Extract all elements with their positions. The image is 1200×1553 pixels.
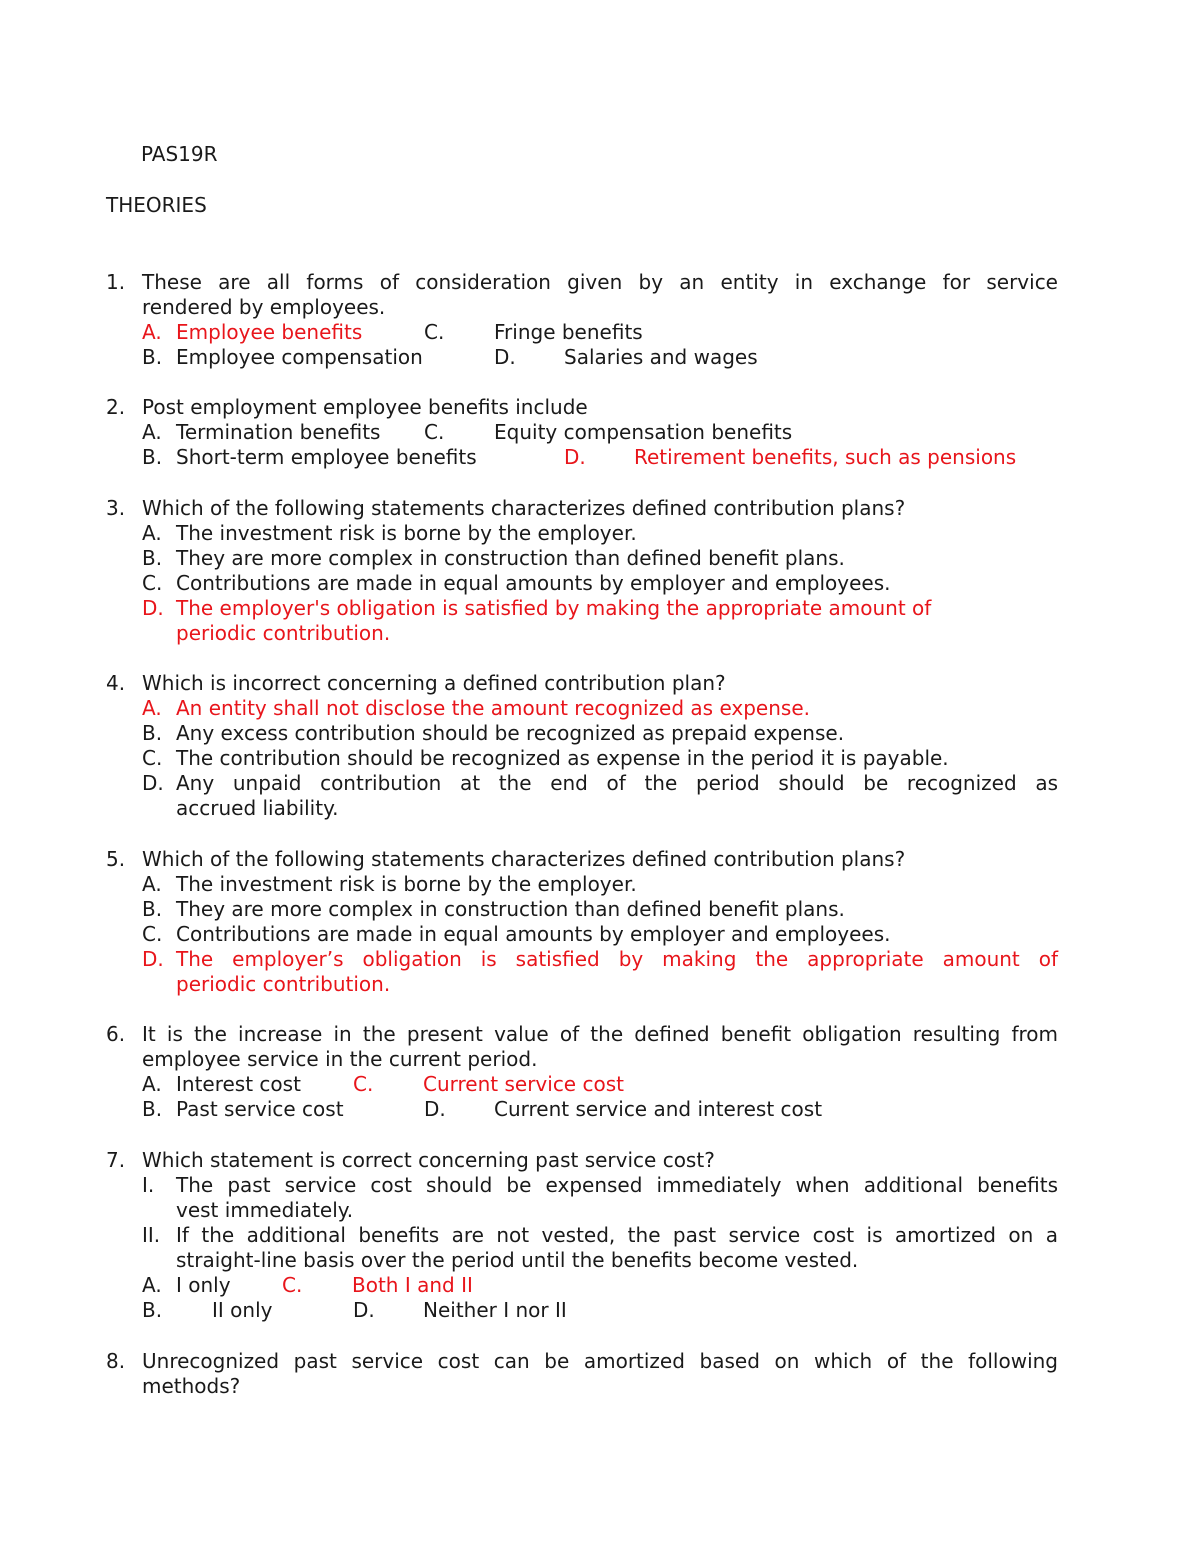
option-label: D.: [353, 1298, 375, 1322]
option-label: A.: [142, 1072, 162, 1096]
question-number: 2.: [106, 395, 126, 419]
option-text: Salaries and wages: [564, 345, 758, 369]
question-stem-line: methods?: [142, 1374, 241, 1398]
option-label-correct: D.: [564, 445, 586, 469]
question-2: [106, 395, 1058, 470]
question-stem-line: Unrecognized past service cost can be amortized based on which of the following: [142, 1349, 1058, 1373]
option-label-correct: C.: [353, 1072, 374, 1096]
option-label-correct: A.: [142, 696, 162, 720]
question-stem-line: Which of the following statements characterizes defined contribution plans?: [142, 847, 906, 871]
option-text-correct: Retirement benefits, such as pensions: [634, 445, 1017, 469]
question-stem-line: Which is incorrect concerning a defined contribution plan?: [142, 671, 726, 695]
question-number: 4.: [106, 671, 126, 695]
option-text: II only: [212, 1298, 273, 1322]
option-label: B.: [142, 345, 163, 369]
option-label: B.: [142, 546, 163, 570]
option-label-correct: C.: [282, 1273, 303, 1297]
question-number: 1.: [106, 270, 126, 294]
question-1: [106, 270, 1058, 370]
question-stem-line: Which statement is correct concerning past service cost?: [142, 1148, 715, 1172]
question-8: [106, 1349, 1058, 1399]
option-label: B.: [142, 897, 163, 921]
option-text-correct: periodic contribution.: [176, 972, 391, 996]
option-text-correct: periodic contribution.: [176, 621, 391, 645]
option-text: Any unpaid contribution at the end of the period should be recognized as: [176, 771, 1058, 795]
question-3: [106, 496, 1058, 646]
option-text: Neither I nor II: [423, 1298, 567, 1322]
question-5: [106, 847, 1058, 997]
statement-text: straight-line basis over the period until the benefits become vested.: [176, 1248, 859, 1272]
question-stem-line: These are all forms of consideration given by an entity in exchange for service: [142, 270, 1058, 294]
option-text-correct: Both I and II: [352, 1273, 473, 1297]
option-label: B.: [142, 1097, 163, 1121]
option-label: D.: [142, 771, 164, 795]
question-number: 5.: [106, 847, 126, 871]
question-number: 6.: [106, 1022, 126, 1046]
option-label: A.: [142, 872, 162, 896]
option-text: Contributions are made in equal amounts by employer and employees.: [176, 922, 891, 946]
option-text: They are more complex in construction than defined benefit plans.: [176, 897, 845, 921]
option-text: Past service cost: [176, 1097, 344, 1121]
option-text: The investment risk is borne by the employer.: [176, 521, 637, 545]
option-text-correct: An entity shall not disclose the amount recognized as expense.: [176, 696, 810, 720]
question-4: [106, 671, 1058, 821]
option-text: Interest cost: [176, 1072, 301, 1096]
option-label: C.: [142, 571, 163, 595]
option-label-correct: D.: [142, 947, 164, 971]
option-text: Termination benefits: [176, 420, 381, 444]
option-label: D.: [494, 345, 516, 369]
option-text: Contributions are made in equal amounts by employer and employees.: [176, 571, 891, 595]
option-text-correct: The employer's obligation is satisfied by making the appropriate amount of: [176, 596, 932, 620]
option-text-correct: The employer’s obligation is satisfied by making the appropriate amount of: [176, 947, 1058, 971]
option-text-correct: Current service cost: [423, 1072, 624, 1096]
option-label: C.: [142, 922, 163, 946]
option-label: A.: [142, 521, 162, 545]
statement-text: vest immediately.: [176, 1198, 354, 1222]
option-label-correct: A.: [142, 320, 162, 344]
section-heading: THEORIES: [106, 193, 207, 217]
question-stem-line: employee service in the current period.: [142, 1047, 538, 1071]
question-stem-line: Post employment employee benefits include: [142, 395, 588, 419]
statement-text: If the additional benefits are not vested, the past service cost is amortized on a: [176, 1223, 1058, 1247]
question-stem-line: Which of the following statements characterizes defined contribution plans?: [142, 496, 906, 520]
statement-text: The past service cost should be expensed immediately when additional benefits: [176, 1173, 1058, 1197]
option-text: Current service and interest cost: [494, 1097, 823, 1121]
option-text: Employee compensation: [176, 345, 423, 369]
document-title: PAS19R: [141, 142, 218, 166]
option-label-correct: D.: [142, 596, 164, 620]
statement-label: I.: [142, 1173, 155, 1197]
option-label: B.: [142, 1298, 163, 1322]
option-text: The investment risk is borne by the employer.: [176, 872, 637, 896]
question-6: [106, 1022, 1058, 1122]
question-number: 3.: [106, 496, 126, 520]
option-text: The contribution should be recognized as expense in the period it is payable.: [176, 746, 949, 770]
option-label: D.: [424, 1097, 446, 1121]
question-7: [106, 1148, 1058, 1323]
question-stem-line: rendered by employees.: [142, 295, 386, 319]
option-text-correct: Employee benefits: [176, 320, 363, 344]
option-text: Equity compensation benefits: [494, 420, 793, 444]
option-text: Any excess contribution should be recognized as prepaid expense.: [176, 721, 845, 745]
option-label: C.: [142, 746, 163, 770]
option-text: They are more complex in construction than defined benefit plans.: [176, 546, 845, 570]
statement-label: II.: [142, 1223, 161, 1247]
option-text: Fringe benefits: [494, 320, 643, 344]
question-number: 8.: [106, 1349, 126, 1373]
option-text: Short-term employee benefits: [176, 445, 477, 469]
option-text: accrued liability.: [176, 796, 339, 820]
option-label: A.: [142, 420, 162, 444]
question-number: 7.: [106, 1148, 126, 1172]
option-text: I only: [176, 1273, 231, 1297]
question-stem-line: It is the increase in the present value of the defined benefit obligation resulting from: [142, 1022, 1058, 1046]
option-label: C.: [424, 320, 445, 344]
option-label: B.: [142, 721, 163, 745]
option-label: B.: [142, 445, 163, 469]
option-label: C.: [424, 420, 445, 444]
option-label: A.: [142, 1273, 162, 1297]
